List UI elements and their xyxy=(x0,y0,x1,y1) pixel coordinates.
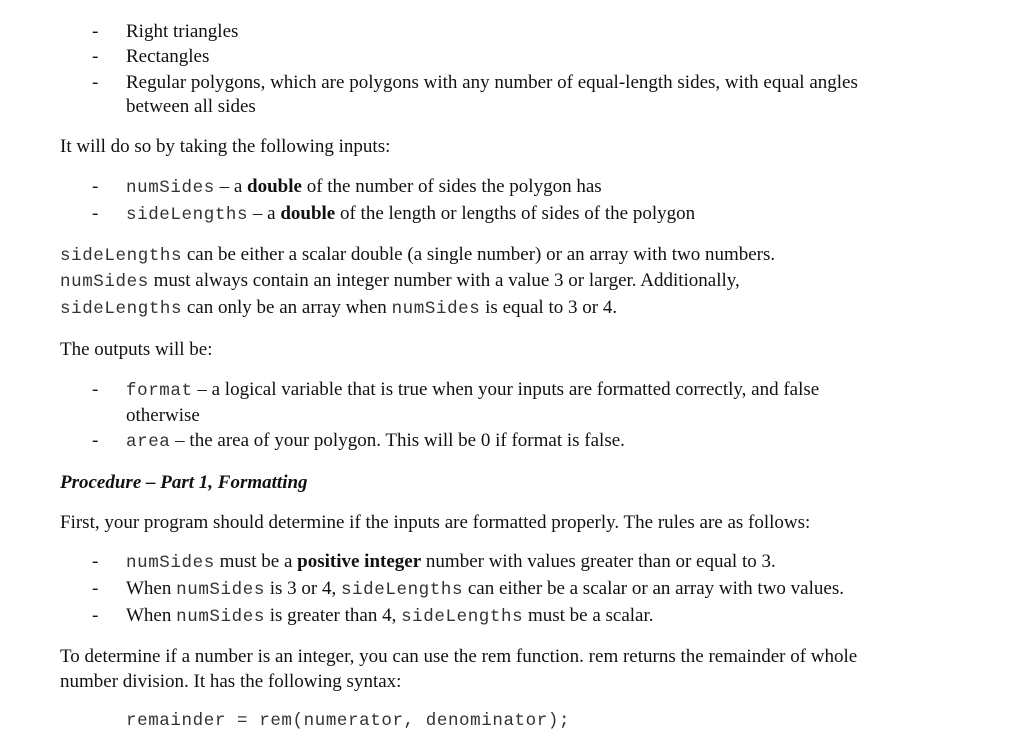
code-numsides: numSides xyxy=(126,178,215,198)
list-item xyxy=(126,550,776,575)
text: When xyxy=(126,605,177,626)
code-sidelengths: sideLengths xyxy=(60,299,183,319)
bullet-dash: - xyxy=(92,46,99,67)
text: must be a scalar. xyxy=(523,605,654,626)
code-sidelengths: sideLengths xyxy=(340,580,464,600)
text: can either be a scalar or an array with two values. xyxy=(463,578,844,599)
list-item xyxy=(126,429,625,454)
list-item-text: Regular polygons, which are polygons with any number of equal-length sides, with equal angles xyxy=(126,72,858,93)
text: When xyxy=(126,578,177,599)
section-heading: Procedure – Part 1, Formatting xyxy=(60,472,308,493)
description: of the number of sides the polygon has xyxy=(301,176,602,197)
list-item xyxy=(126,378,819,403)
bullet-dash: - xyxy=(92,176,99,197)
code-sidelengths: sideLengths xyxy=(60,246,183,266)
paragraph-text: First, your program should determine if the inputs are formatted properly. The rules are as follows: xyxy=(60,512,811,533)
bullet-dash: - xyxy=(92,551,99,572)
text: number with values greater than or equal to 3. xyxy=(421,551,776,572)
bullet-dash: - xyxy=(92,21,99,42)
code-area: area xyxy=(126,432,171,452)
code-numsides: numSides xyxy=(391,299,481,319)
list-item-text: between all sides xyxy=(126,96,256,117)
code-numsides: numSides xyxy=(60,272,149,292)
text: must be a xyxy=(214,551,298,572)
separator: – a xyxy=(248,203,281,224)
list-item-text: otherwise xyxy=(126,405,200,426)
list-item xyxy=(126,577,844,602)
paragraph-text: number division. It has the following syntax: xyxy=(60,671,402,692)
list-item xyxy=(126,202,695,227)
separator: – a xyxy=(214,176,248,197)
code-numsides: numSides xyxy=(176,580,265,600)
paragraph-text: To determine if a number is an integer, you can use the rem function. rem returns the remainder of whole xyxy=(60,646,858,667)
description: – a logical variable that is true when your inputs are formatted correctly, and false xyxy=(192,379,820,400)
paragraph-line xyxy=(60,243,775,268)
code-format: format xyxy=(126,381,193,401)
list-item-text: Rectangles xyxy=(126,46,210,67)
text: must always contain an integer number with a value 3 or larger. Additionally, xyxy=(148,270,740,291)
text: can only be an array when xyxy=(182,297,392,318)
text: can be either a scalar double (a single number) or an array with two numbers. xyxy=(182,244,776,265)
bullet-dash: - xyxy=(92,72,99,93)
code-numsides: numSides xyxy=(126,553,215,573)
text: is equal to 3 or 4. xyxy=(480,297,618,318)
description: of the length or lengths of sides of the polygon xyxy=(335,203,696,224)
type-bold: double xyxy=(247,176,302,197)
bullet-dash: - xyxy=(92,578,99,599)
description: – the area of your polygon. This will be 0 if format is false. xyxy=(170,430,625,451)
bold-text: positive integer xyxy=(297,551,422,572)
bullet-dash: - xyxy=(92,430,99,451)
paragraph-text: It will do so by taking the following inputs: xyxy=(60,136,391,157)
bullet-dash: - xyxy=(92,379,99,400)
paragraph-line xyxy=(60,296,617,321)
paragraph-line xyxy=(60,269,740,294)
text: is 3 or 4, xyxy=(264,578,341,599)
paragraph-text: The outputs will be: xyxy=(60,339,213,360)
code-sidelengths: sideLengths xyxy=(126,205,249,225)
text: is greater than 4, xyxy=(264,605,402,626)
code-numsides: numSides xyxy=(176,607,265,627)
type-bold: double xyxy=(280,203,336,224)
bullet-dash: - xyxy=(92,605,99,626)
list-item-text: Right triangles xyxy=(126,21,239,42)
code-line: remainder = rem(numerator, denominator); xyxy=(126,711,571,731)
list-item xyxy=(126,604,654,629)
list-item xyxy=(126,175,602,200)
bullet-dash: - xyxy=(92,203,99,224)
code-sidelengths: sideLengths xyxy=(401,607,524,627)
